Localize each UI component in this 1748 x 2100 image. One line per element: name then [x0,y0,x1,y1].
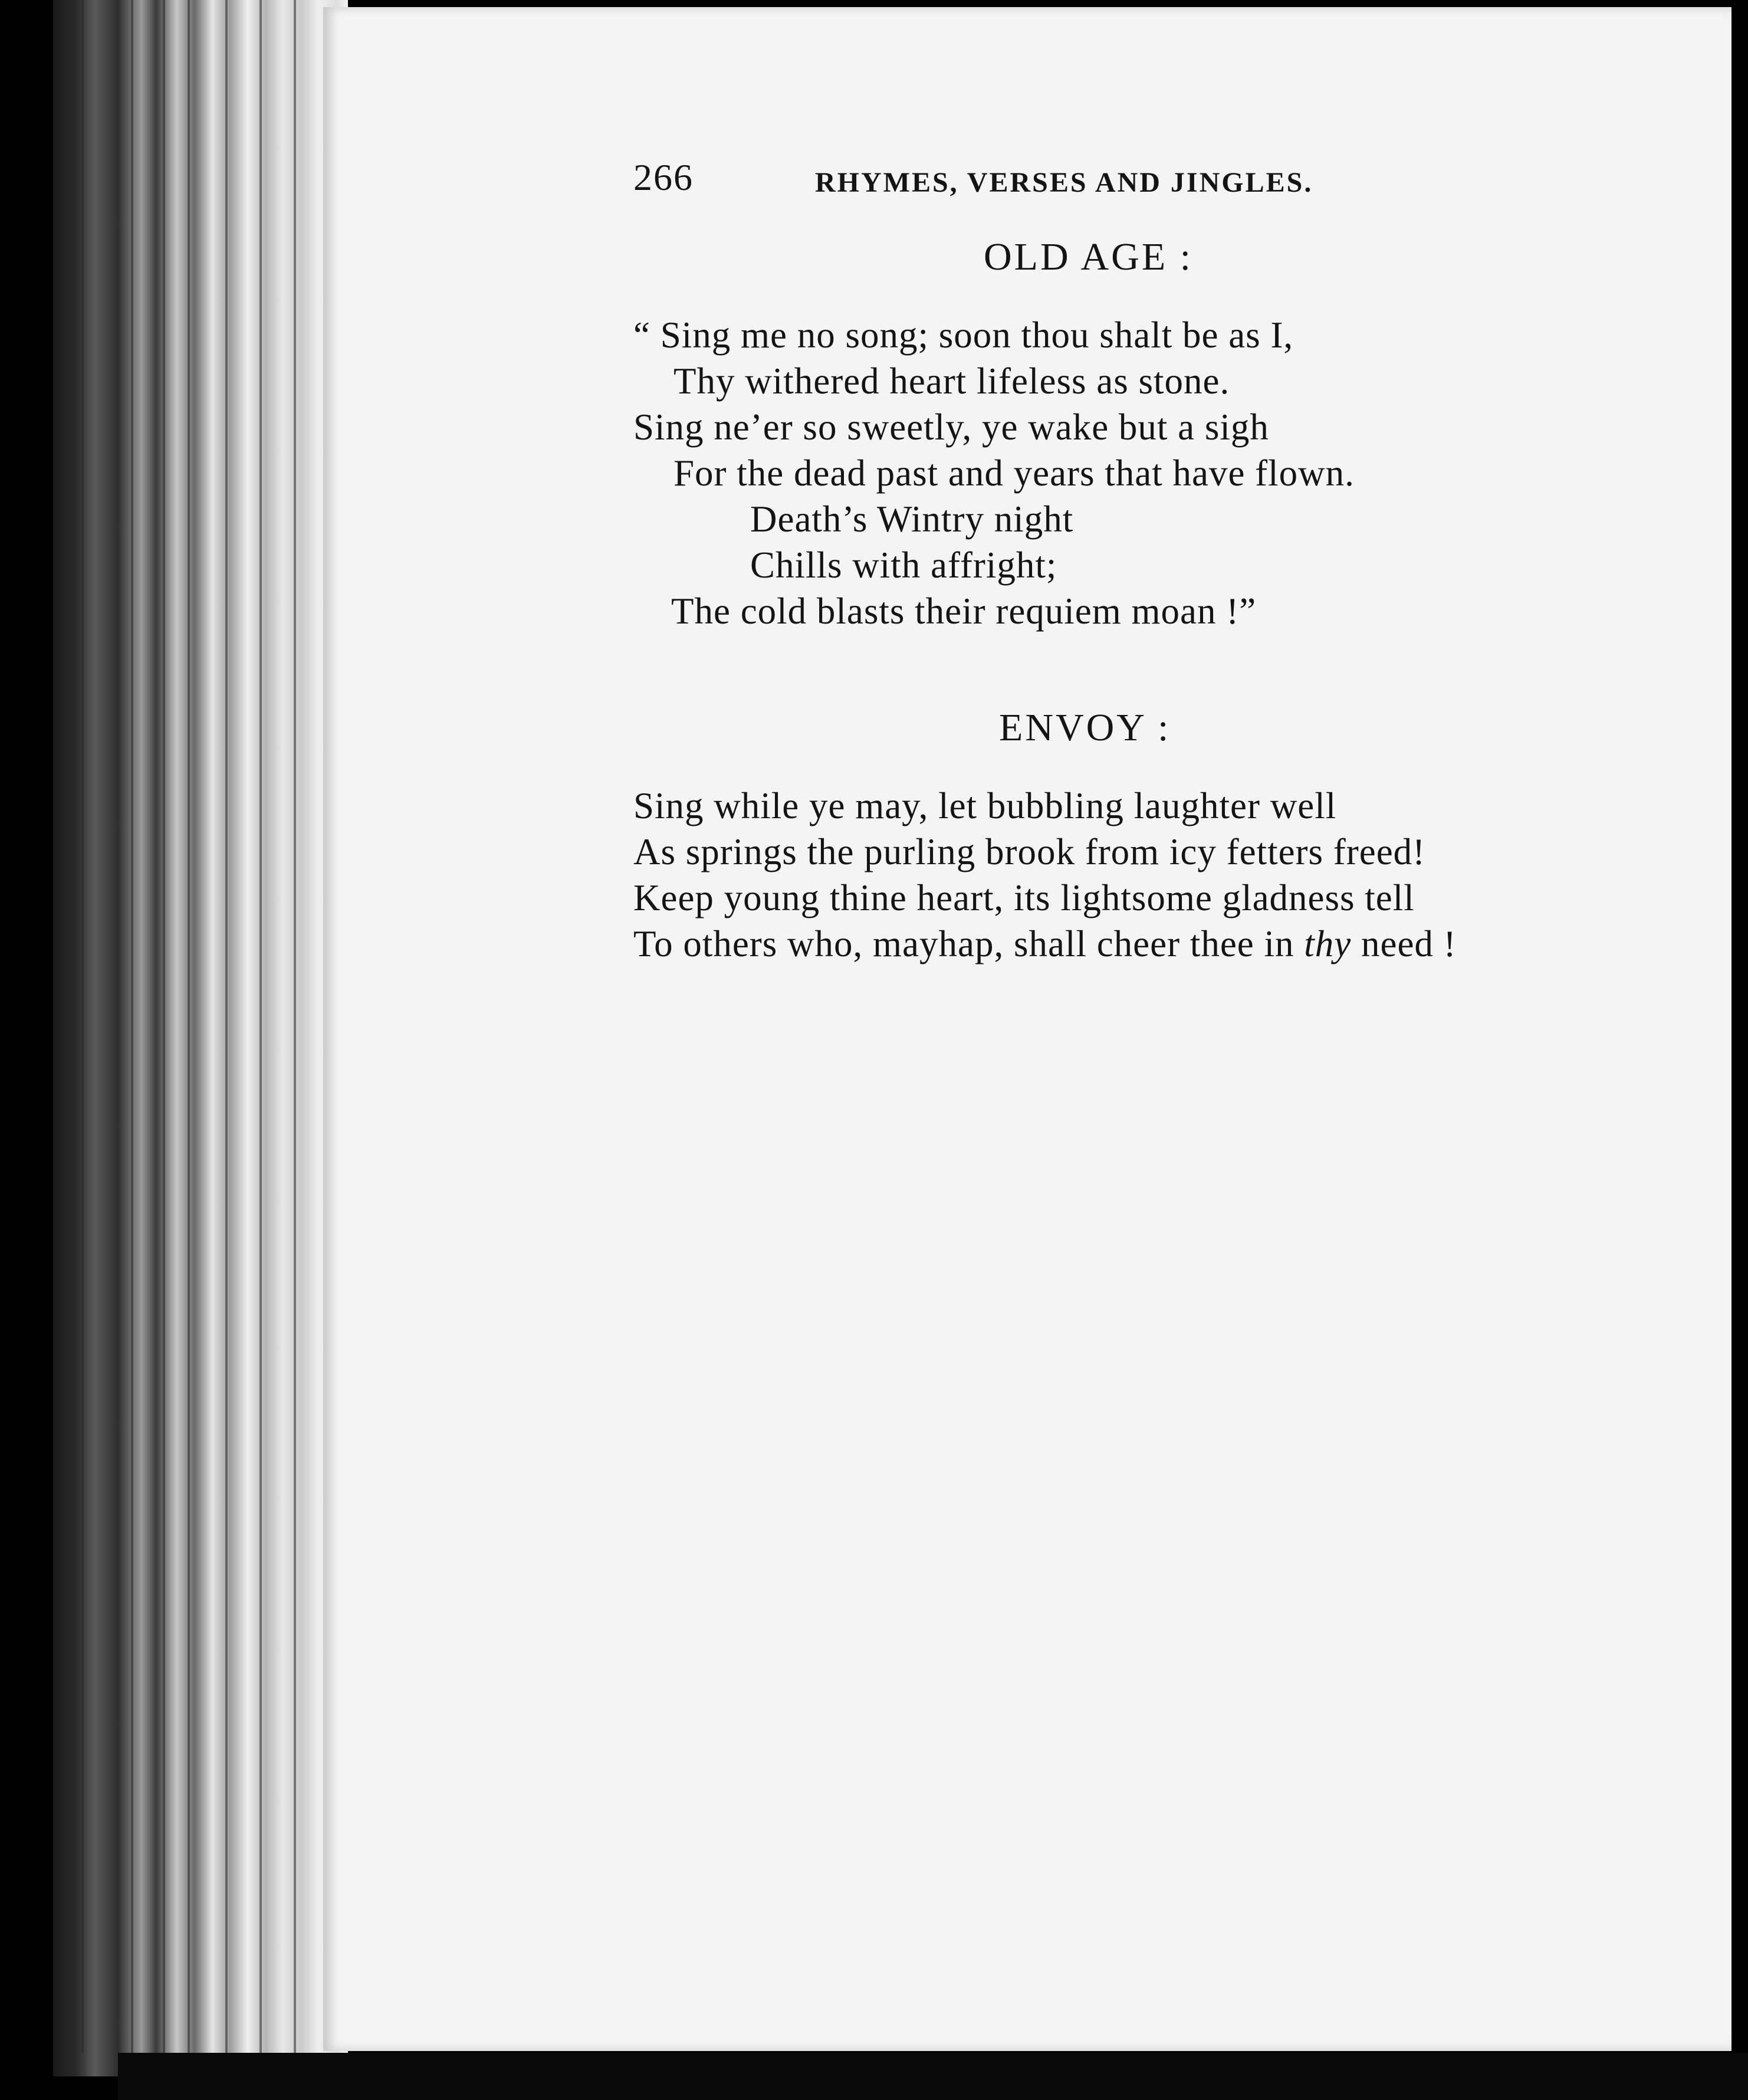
emphasized-word: thy [1304,923,1352,964]
book-page-edges [53,0,348,2076]
page-edge-line [131,0,133,2053]
verse-line [633,923,1457,966]
page-edge-line [163,0,165,2053]
verse-line: The cold blasts their requiem moan !” [671,590,1257,632]
page-edge-line [294,0,296,2053]
page-edge-line [259,0,262,2053]
verse-line: Chills with affright; [750,544,1057,586]
scan-bottom-border [118,2053,1748,2100]
verse-line-text: To others who, mayhap, shall cheer thee in [633,923,1305,964]
verse-line: Sing while ye may, let bubbling laughter well [633,785,1337,826]
verse-line: Thy withered heart lifeless as stone. [673,360,1230,402]
verse-line: Keep young thine heart, its lightsome gladness tell [633,877,1415,918]
verse-line-text: need ! [1351,923,1457,964]
verse-line: Death’s Wintry night [750,498,1074,540]
verse-line: For the dead past and years that have flown. [673,452,1355,494]
page-number: 266 [633,156,694,198]
verse-line: “ Sing me no song; soon thou shalt be as I, [633,314,1294,356]
page-edge-line [81,0,84,2053]
running-title: RHYMES, VERSES AND JINGLES. [815,167,1313,198]
verse-line: Sing ne’er so sweetly, ye wake but a sigh [633,406,1269,448]
section-title-old-age: OLD AGE : [984,235,1193,278]
page-edge-line [225,0,228,2053]
verse-line: As springs the purling brook from icy fetters freed! [633,831,1426,872]
section-title-envoy: ENVOY : [999,706,1171,749]
page-edge-line [188,0,190,2053]
